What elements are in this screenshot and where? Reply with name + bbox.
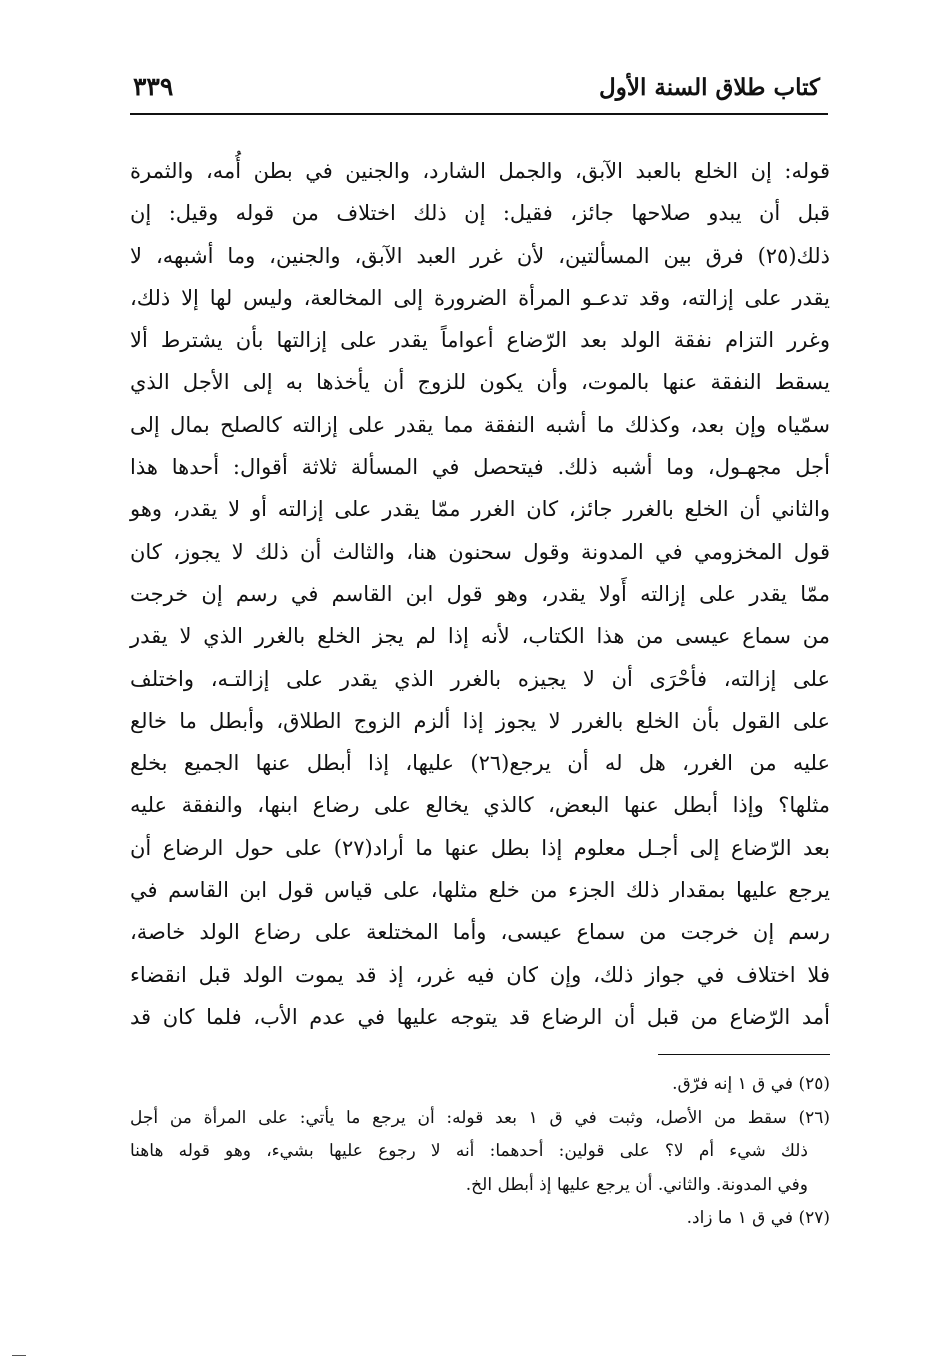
text-line: قوله: إن الخلع بالعبد الآبق، والجمل الشارد، والجنين في بطن أُمه، والثمرة — [130, 159, 830, 183]
scan-mark — [12, 1355, 26, 1356]
text-line: أمد الرّضاع من قبل أن الرضاع قد يتوجه عليها في عدم الأب، فلما كان قد — [130, 1004, 830, 1029]
text-line: على إزالته، فأحْرَى أن لا يجيزه بالغرر الذي يقدر على إزالتـه، واختلف — [130, 666, 830, 691]
text-line: قول المخزومي في المدونة وقول سحنون هنا، والثالث أن ذلك لا يجوز، كان — [130, 539, 830, 564]
text-line: يقدر على إزالته، وقد تدعـو المرأة الضرورة إلى المخالعة، وليس لها إلا ذلك، — [130, 285, 830, 310]
footnote-26-continuation: وفي المدونة. والثاني. أن يرجع عليها إذ أبطل الخ. — [465, 1174, 808, 1195]
footnote-divider — [658, 1054, 830, 1055]
footnotes — [130, 1068, 830, 1236]
text-line: مثلها؟ وإذا أبطل عنها البعض، كالذي يخالع على رضاع ابنها، والنفقة عليه — [130, 793, 830, 818]
footnote-27: (٢٧) في ق ١ ما زاد. — [686, 1208, 830, 1228]
text-line: ذلك(٢٥) فرق بين المسألتين، لأن غرر العبد الآبق، والجنين، وما أشبهه، لا — [130, 243, 830, 268]
text-line: رسم إن خرجت من سماع عيسى، وأما المختلعة على رضاع الولد خاصة، — [130, 920, 830, 945]
text-line: سمّياه وإن بعد، وكذلك ما أشبه النفقة مما يقدر على إزالته كالصلح بمال إلى — [130, 412, 830, 437]
text-line: يسقط النفقة عنها بالموت، وأن يكون للزوج أن يأخذها به إلى الأجل الذي — [130, 370, 830, 395]
header-divider — [130, 113, 828, 115]
running-header-title: كتاب طلاق السنة الأول — [599, 74, 820, 101]
page-number: ٣٣٩ — [133, 72, 174, 101]
footnote-26: (٢٦) سقط من الأصل، وثبت في ق ١ بعد قوله: أن يرجع ما يأتي: على المرأة من أجل — [130, 1107, 830, 1128]
text-line: أجل مجهـول، وما أشبه ذلك. فيتحصل في المسألة ثلاثة أقوال: أحدها هذا — [130, 455, 830, 480]
text-line: فلا اختلاف في جواز ذلك، وإن كان فيه غرر، إذ قد يموت الولد قبل انقضاء — [130, 962, 830, 987]
text-line: ممّا يقدر على إزالته أَولا يقدر، وهو قول ابن القاسم في رسم إن خرجت — [130, 581, 830, 606]
text-line: من سماع عيسى من هذا الكتاب، لأنه إذا لم يجز الخلع بالغرر الذي لا يقدر — [130, 624, 830, 649]
text-line: على القول بأن الخلع بالغرر لا يجوز إذا ألزم الزوج الطلاق، وأبطل ما خالع — [130, 708, 830, 733]
footnote-25: (٢٥) في ق ١ إنه فرّق. — [672, 1074, 830, 1094]
text-line: عليه من الغرر، هل له أن يرجع(٢٦) عليها، إذا أبطل عنها الجميع بخلع — [130, 751, 830, 776]
main-text — [130, 150, 830, 1038]
text-line: والثاني أن الخلع بالغرر جائز، كان الغرر ممّا يقدر على إزالته أو لا يقدر، وهو — [130, 497, 830, 522]
footnote-26-continuation: ذلك شيء أم لا؟ على قولين: أحدهما: أنه لا رجوع عليها بشيء، وهو قوله هاهنا — [130, 1141, 808, 1161]
text-line: يرجع عليها بمقدار ذلك الجزء من خلع مثلها، على قياس قول ابن القاسم في — [130, 878, 830, 903]
text-line: وغرر التزام نفقة الولد بعد الرّضاع أعواماً يقدر على إزالتها بأن يشترط ألا — [130, 328, 830, 353]
text-line: قبل أن يبدو صلاحها جائز، فقيل: إن ذلك اختلاف من قوله وقيل: إن — [130, 201, 830, 226]
text-line: بعد الرّضاع إلى أجـل معلوم إذا بطل عنها ما أراد(٢٧) على حول الرضاع أن — [130, 835, 831, 860]
